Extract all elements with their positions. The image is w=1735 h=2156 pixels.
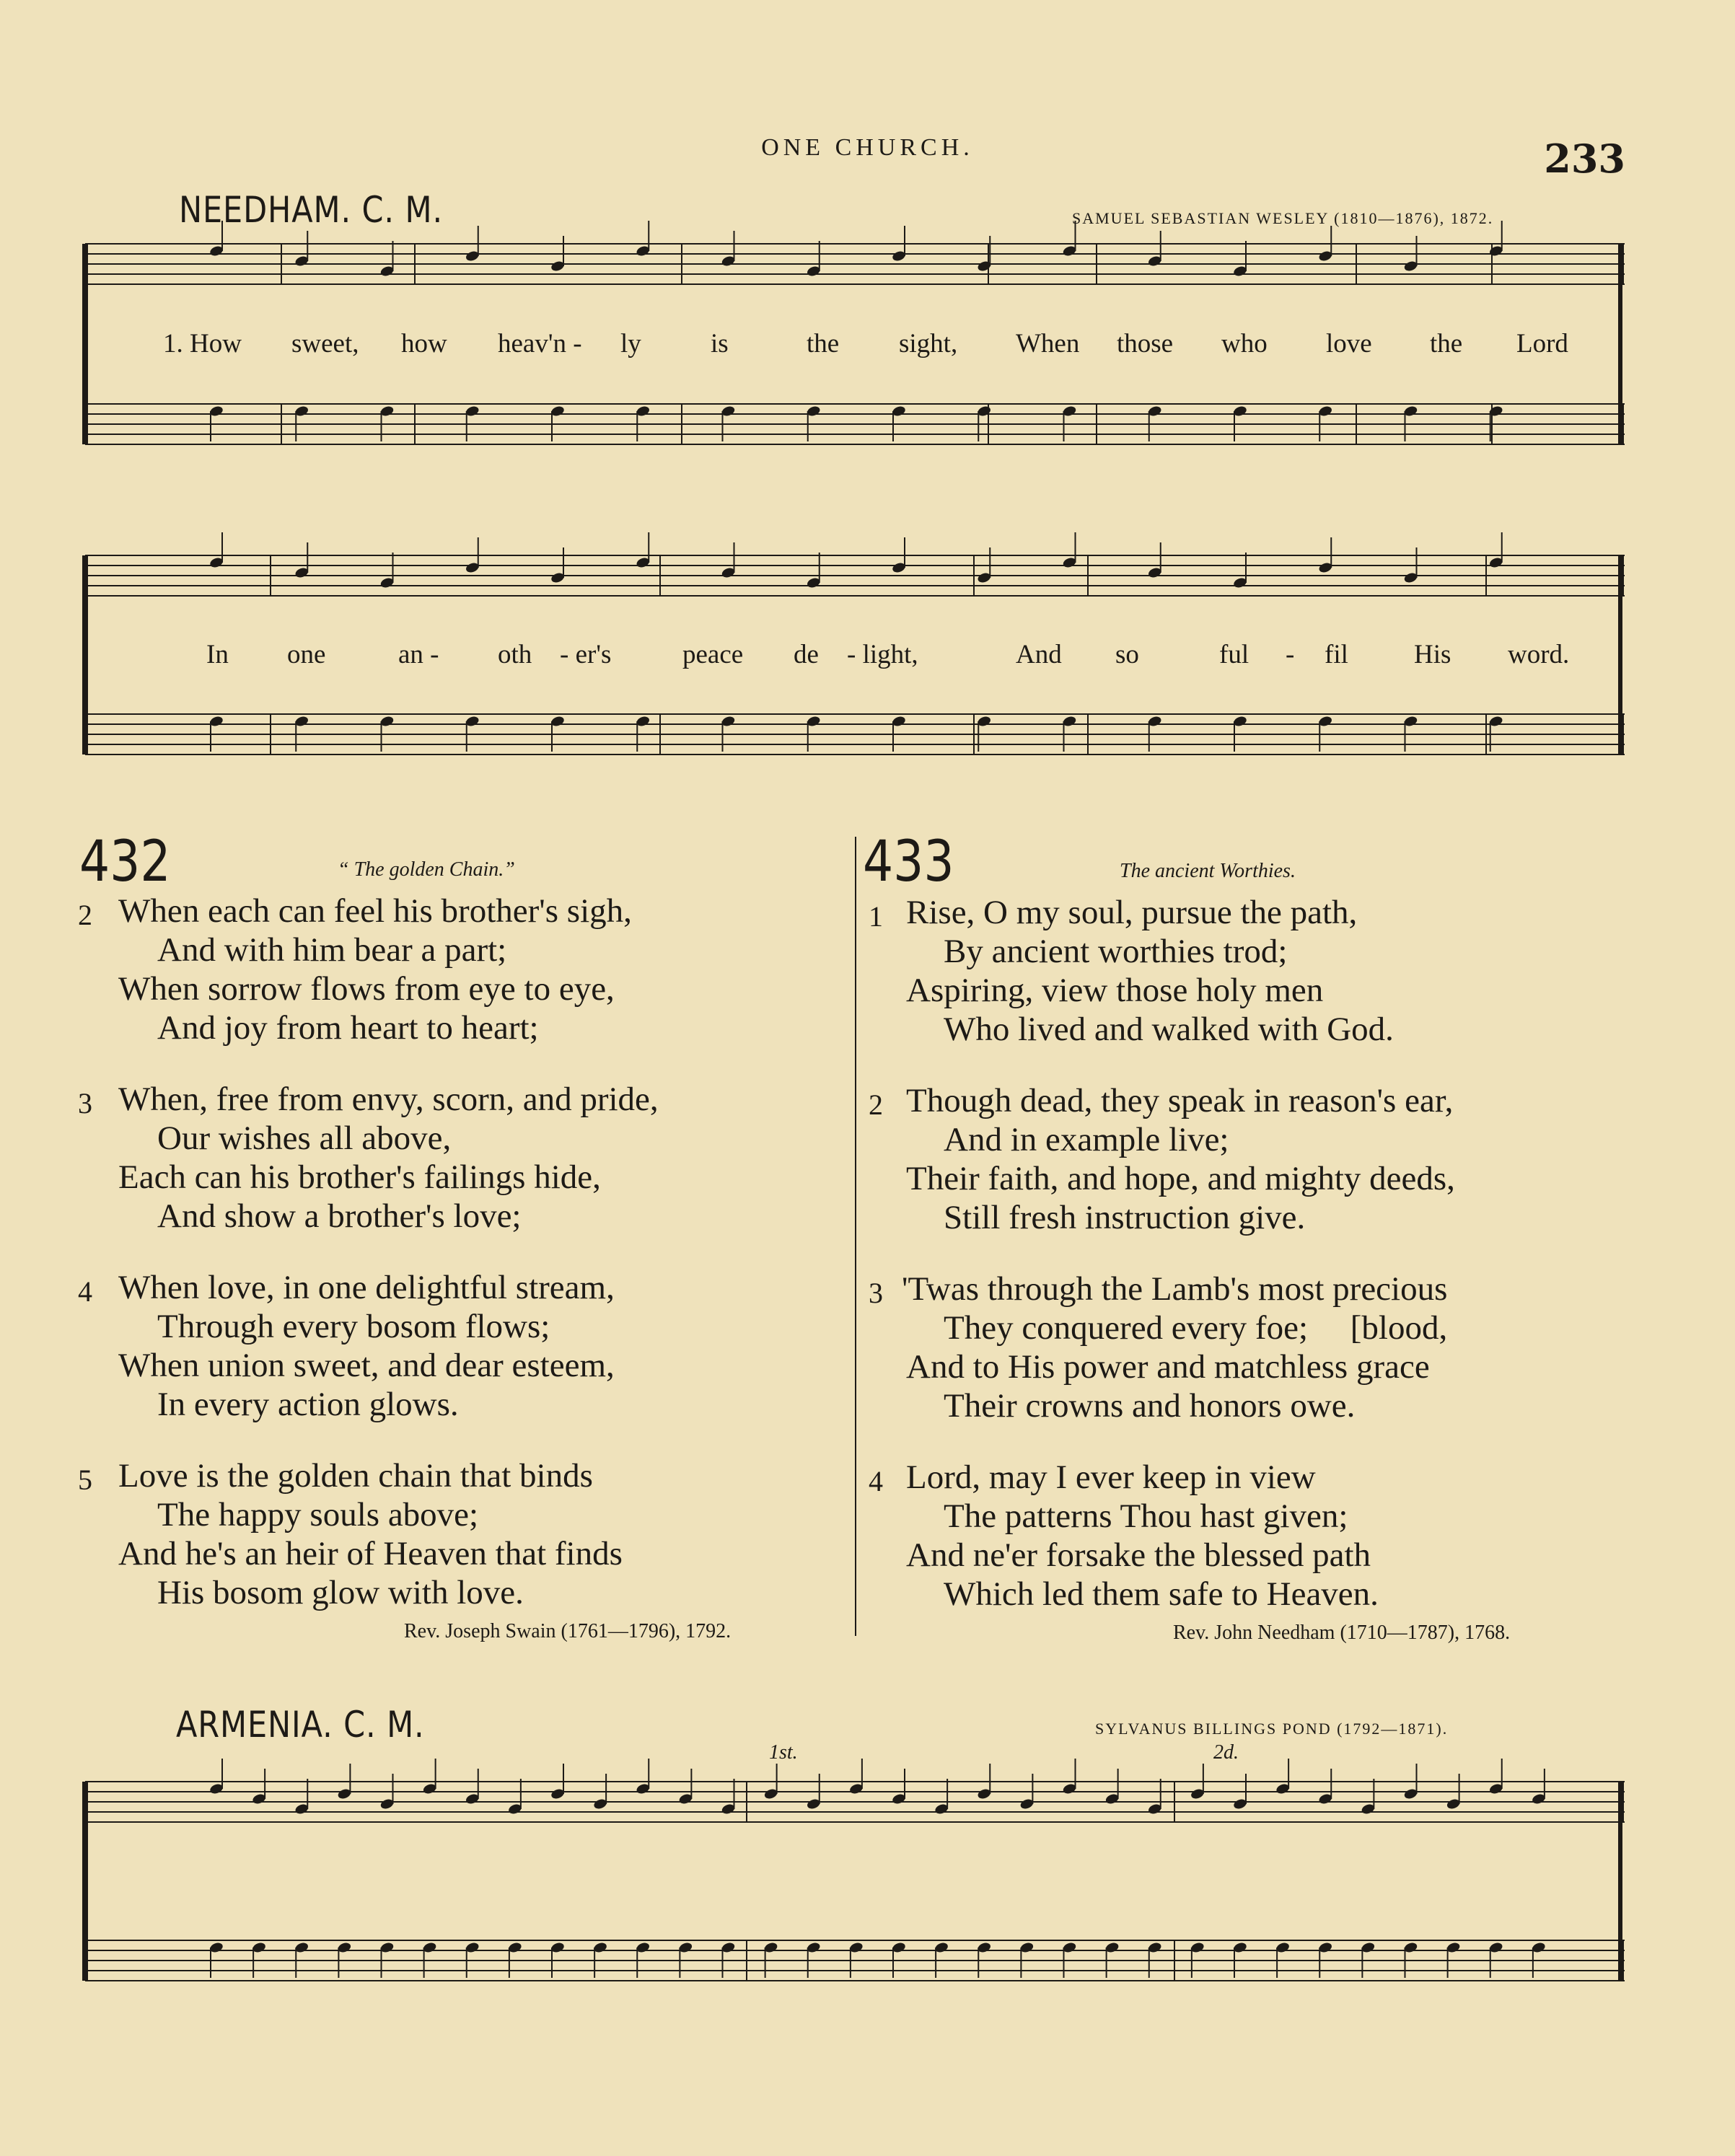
lyric-syllable: His	[1414, 640, 1451, 669]
verse-line: Lord, may I ever keep in view	[906, 1458, 1316, 1496]
lyric-syllable: the	[807, 329, 840, 358]
lyric-syllable: And	[1016, 640, 1062, 669]
verse-line: The happy souls above;	[157, 1496, 479, 1534]
verse-line: Who lived and walked with God.	[944, 1011, 1394, 1048]
lyric-syllable: - er's	[560, 640, 612, 669]
lyric-syllable: sight,	[899, 329, 958, 358]
lyric-syllable: - light,	[847, 640, 918, 669]
lyric-syllable: those	[1117, 329, 1174, 358]
lyric-syllable: the	[1430, 329, 1463, 358]
verse-line: And in example live;	[944, 1121, 1229, 1158]
verse-line: They conquered every foe; [blood,	[944, 1309, 1448, 1347]
hymn-subtitle: “ The golden Chain.”	[338, 858, 515, 881]
lyric-syllable: de	[794, 640, 819, 669]
stanza-number: 3	[78, 1087, 92, 1119]
lyric-syllable: oth	[498, 640, 532, 669]
verse-line: When each can feel his brother's sigh,	[118, 892, 632, 930]
lyric-syllable: heav'n -	[498, 329, 582, 358]
lyric-syllable: 1. How	[163, 329, 242, 358]
lyric-syllable: ly	[620, 329, 641, 358]
stanza-number: 2	[869, 1088, 883, 1121]
stanza-number: 2	[78, 899, 92, 931]
lyric-syllable: peace	[682, 640, 744, 669]
verse-line: Still fresh instruction give.	[944, 1199, 1306, 1236]
composer-pond: SYLVANUS BILLINGS POND (1792—1871).	[1095, 1720, 1449, 1738]
verse-line: Their crowns and honors owe.	[944, 1387, 1356, 1425]
volta-first-ending: 1st.	[769, 1741, 798, 1764]
lyric-syllable: ful	[1219, 640, 1249, 669]
lyric-syllable: -	[1286, 640, 1295, 669]
verse-line: When union sweet, and dear esteem,	[118, 1347, 615, 1384]
stanza-number: 5	[78, 1464, 92, 1496]
verse-line: And joy from heart to heart;	[157, 1009, 539, 1047]
lyric-syllable: In	[206, 640, 229, 669]
lyric-syllable: how	[401, 329, 447, 358]
verse-line: Through every bosom flows;	[157, 1308, 550, 1345]
hymn-number: 432	[79, 830, 171, 894]
lyric-syllable: so	[1115, 640, 1139, 669]
tune-title-armenia: ARMENIA. C. M.	[176, 1704, 425, 1746]
hymn-number: 433	[863, 830, 954, 894]
verse-line: Though dead, they speak in reason's ear,	[906, 1082, 1454, 1119]
verse-line: And ne'er forsake the blessed path	[906, 1536, 1371, 1574]
verse-line: 'Twas through the Lamb's most precious	[902, 1270, 1448, 1308]
stanza-number: 4	[78, 1275, 92, 1308]
verse-line: And show a brother's love;	[157, 1197, 522, 1235]
verse-line: Each can his brother's failings hide,	[118, 1158, 601, 1196]
stanza-number: 1	[869, 900, 883, 933]
lyric-syllable: who	[1221, 329, 1268, 358]
lyric-syllable: an -	[398, 640, 439, 669]
verse-line: Love is the golden chain that binds	[118, 1457, 593, 1495]
verse-line: And with him bear a part;	[157, 931, 507, 969]
page-number: 233	[1544, 136, 1625, 182]
verse-line: Our wishes all above,	[157, 1119, 452, 1157]
lyric-syllable: word.	[1508, 640, 1570, 669]
verse-line: When love, in one delightful stream,	[118, 1269, 615, 1306]
verse-line: Which led them safe to Heaven.	[944, 1575, 1379, 1613]
lyric-syllable: Lord	[1516, 329, 1568, 358]
verse-line: Rise, O my soul, pursue the path,	[906, 894, 1358, 931]
lyric-syllable: fil	[1325, 640, 1348, 669]
verse-line: In every action glows.	[157, 1386, 459, 1423]
lyric-syllable: sweet,	[291, 329, 359, 358]
lyric-syllable: one	[287, 640, 326, 669]
hymn-subtitle: The ancient Worthies.	[1120, 860, 1296, 882]
column-divider	[855, 837, 856, 1636]
tune-title-needham: NEEDHAM. C. M.	[179, 189, 443, 231]
verse-line: And he's an heir of Heaven that finds	[118, 1535, 623, 1572]
verse-line: When, free from envy, scorn, and pride,	[118, 1081, 659, 1118]
verse-line: By ancient worthies trod;	[944, 933, 1288, 970]
running-title: ONE CHURCH.	[761, 134, 974, 161]
stanza-number: 3	[869, 1277, 883, 1309]
verse-line: Aspiring, view those holy men	[906, 972, 1324, 1009]
hymn-author: Rev. Joseph Swain (1761—1796), 1792.	[404, 1620, 732, 1642]
verse-line: And to His power and matchless grace	[906, 1348, 1430, 1386]
verse-line: Their faith, and hope, and mighty deeds,	[906, 1160, 1455, 1197]
lyric-syllable: When	[1016, 329, 1080, 358]
composer-wesley: SAMUEL SEBASTIAN WESLEY (1810—1876), 1872.	[1072, 209, 1494, 227]
volta-second-ending: 2d.	[1213, 1741, 1239, 1764]
hymn-author: Rev. John Needham (1710—1787), 1768.	[1173, 1622, 1511, 1644]
lyric-syllable: is	[711, 329, 729, 358]
lyric-syllable: love	[1326, 329, 1372, 358]
verse-line: His bosom glow with love.	[157, 1574, 524, 1611]
verse-line: The patterns Thou hast given;	[944, 1497, 1348, 1535]
verse-line: When sorrow flows from eye to eye,	[118, 970, 615, 1008]
stanza-number: 4	[869, 1465, 883, 1497]
